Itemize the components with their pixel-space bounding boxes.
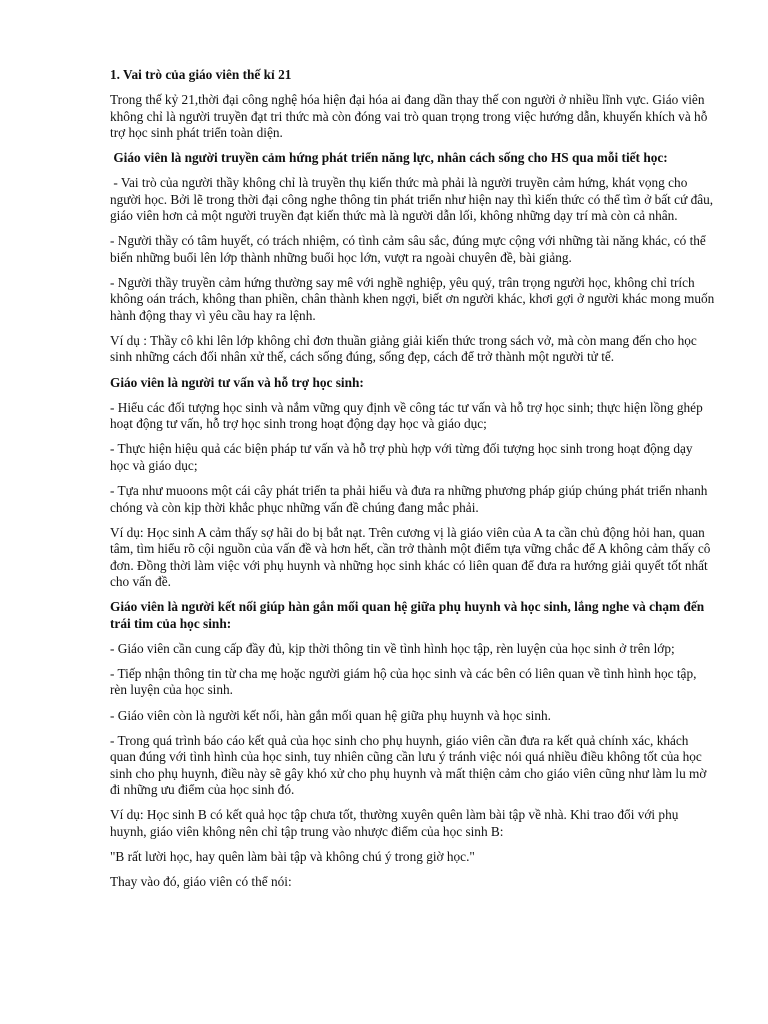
section-heading-inspiration: Giáo viên là người truyền cảm hứng phát triển năng lực, nhân cách sống cho HS qua mỗi tiết học: xyxy=(110,150,668,166)
section-heading-advisor: Giáo viên là người tư vấn và hỗ trợ học sinh: xyxy=(110,374,364,390)
paragraph-reporting-results: - Trong quá trình báo cáo kết quả của học sinh cho phụ huynh, giáo viên cần đưa ra kết quả chính xác, khách quan đúng với tình hình của học sinh, tuy nhiên cũng cần lưu ý tránh việc nói quá nhiều điều không tốt của học sinh cho phụ huynh, điều này sẽ gây khó xử cho phụ huynh và mất thiện cảm cho giáo viên cũng như làm lu mờ đi những ưu điểm của học sinh đó. xyxy=(110,732,710,797)
document-page xyxy=(110,67,718,899)
paragraph-effective-measures: - Thực hiện hiệu quả các biện pháp tư vấn và hỗ trợ phù hợp với từng đối tượng học sinh trong hoạt động dạy học và giáo dục; xyxy=(110,441,696,473)
paragraph-receive-information: - Tiếp nhận thông tin từ cha mẹ hoặc người giám hộ của học sinh và các bên có liên quan về tình hình học tập, rèn luyện của học sinh. xyxy=(110,665,700,698)
section-heading-connector: Giáo viên là người kết nối giúp hàn gắn mối quan hệ giữa phụ huynh và học sinh, lắng nghe và chạm đến trái tim của học sinh: xyxy=(110,599,708,631)
paragraph-understand-students: - Hiểu các đối tượng học sinh và nắm vững quy định về công tác tư vấn và hỗ trợ học sinh; thực hiện lồng ghép hoạt động tư vấn, hỗ trợ học sinh trong hoạt động dạy học và giáo dục; xyxy=(110,399,707,432)
paragraph-inspiring-teacher: - Người thầy truyền cảm hứng thường say mê với nghề nghiệp, yêu quý, trân trọng người học, không chỉ trích không oán trách, không than phiền, chân thành khen ngợi, biết ơn người khác, khơi gợi ở người khác mong muốn hành động thay vì yêu cầu hay ra lệnh. xyxy=(110,275,718,323)
paragraph-quote: "B rất lười học, hay quên làm bài tập và không chú ý trong giờ học." xyxy=(110,848,475,864)
paragraph-instead: Thay vào đó, giáo viên có thể nói: xyxy=(110,873,292,889)
paragraph-example-inspiration: Ví dụ : Thầy cô khi lên lớp không chỉ đơn thuần giảng giải kiến thức trong sách vở, mà còn mang đến cho học sinh những cách đối nhân xử thế, cách sống đúng, sống đẹp, cách để trở thành một người tử tế. xyxy=(110,333,701,365)
paragraph-tree-metaphor: - Tựa như muoons một cái cây phát triển ta phải hiểu và đưa ra những phương pháp giúp chúng phát triển nhanh chóng và còn kịp thời khắc phục những vấn đề chúng đang mắc phải. xyxy=(110,483,711,515)
paragraph-example-student-a: Ví dụ: Học sinh A cảm thấy sợ hãi do bị bắt nạt. Trên cương vị là giáo viên của A ta cần chủ động hỏi han, quan tâm, tìm hiểu rõ cội nguồn của vấn đề và hơn hết, cần trở thành một điểm tựa vững chắc để A không cảm thấy cô đơn. Đồng thời làm việc với phụ huynh và những học sinh khác có liên quan để đưa ra hướng giải quyết tốt nhất cho vấn đề. xyxy=(110,524,714,589)
paragraph-teacher-connector: - Giáo viên còn là người kết nối, hàn gắn mối quan hệ giữa phụ huynh và học sinh. xyxy=(110,707,551,723)
paragraph-provide-information: - Giáo viên cần cung cấp đầy đủ, kịp thời thông tin về tình hình học tập, rèn luyện của học sinh ở trên lớp; xyxy=(110,640,675,656)
paragraph-example-student-b: Ví dụ: Học sinh B có kết quả học tập chưa tốt, thường xuyên quên làm bài tập về nhà. Khi trao đổi với phụ huynh, giáo viên không nên chỉ tập trung vào nhược điểm của học sinh B: xyxy=(110,807,682,839)
paragraph-dedicated-teacher: - Người thầy có tâm huyết, có trách nhiệm, có tình cảm sâu sắc, đúng mực cộng với những tài năng khác, có thể biến những buổi lên lớp thành những buổi học lớn, vượt ra ngoài chuyên đề, bài giảng. xyxy=(110,233,710,265)
document-title: 1. Vai trò của giáo viên thế kỉ 21 xyxy=(110,67,292,82)
paragraph-intro: Trong thế kỷ 21,thời đại công nghệ hóa hiện đại hóa ai đang dần thay thế con người ở nhiều lĩnh vực. Giáo viên không chỉ là người truyền đạt tri thức mà còn đóng vai trò quan trọng trong việc hướng dẫn, khuyến khích và hỗ trợ học sinh phát triển toàn diện. xyxy=(110,92,711,141)
paragraph-role-of-teacher: - Vai trò của người thầy không chỉ là truyền thụ kiến thức mà phải là người truyền cảm hứng, khát vọng cho người học. Bởi lẽ trong thời đại công nghe thông tin phát triển như hiện nay thì kiến thức có thể tìm ở bất cứ đâu, giáo viên hơn cả một người truyền đạt kiến thức mà là người dẫn lối, không những dạy trí mà còn cả nhân. xyxy=(110,175,717,224)
